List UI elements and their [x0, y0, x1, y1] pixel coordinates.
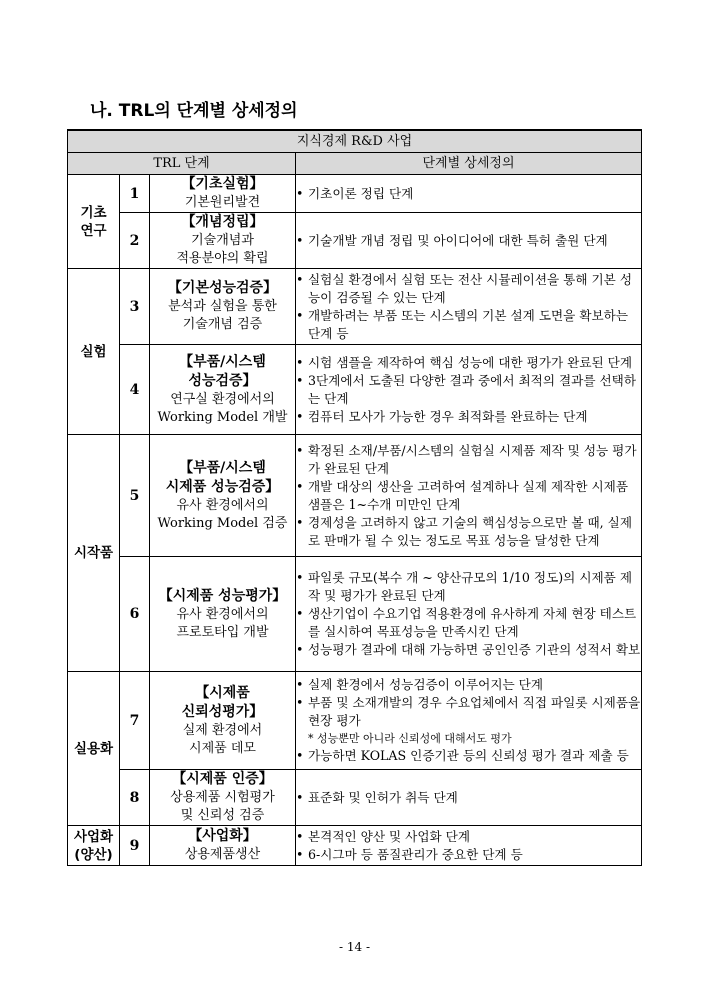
- col-header-stage: TRL 단계: [68, 153, 296, 175]
- detail-item: [296, 372, 641, 408]
- detail-item: [296, 478, 641, 514]
- stage-name-cell: [150, 213, 296, 269]
- detail-text: 실험실 환경에서 실험 또는 전산 시뮬레이션을 통해 기본 성능이 검증될 수 있는 단계: [308, 271, 632, 305]
- stage-description: 유사 환경에서의 Working Model 검증: [157, 497, 288, 531]
- stage-title: 【시제품 성능평가】: [158, 587, 287, 604]
- table-row: [68, 435, 642, 557]
- detail-item: [296, 354, 641, 372]
- trl-definition-table: [67, 129, 642, 866]
- detail-item: [296, 271, 641, 307]
- section-heading: 나. TRL의 단계별 상세정의: [90, 101, 298, 121]
- bullet-mark: •: [296, 748, 304, 763]
- detail-item: [296, 828, 641, 846]
- stage-title: 【부품/시스템 성능검증】: [179, 353, 266, 389]
- stage-title: 【부품/시스템 시제품 성능검증】: [165, 459, 280, 495]
- bullet-mark: •: [296, 846, 304, 862]
- detail-text: 3단계에서 도출된 다양한 결과 중에서 최적의 결과를 선택하는 단계: [308, 372, 637, 406]
- stage-description: 상용제품 시험평가 및 신뢰성 검증: [170, 790, 275, 823]
- bullet-mark: •: [296, 354, 304, 370]
- stage-detail-cell: [296, 175, 642, 213]
- category-cell: 실험: [68, 269, 120, 435]
- stage-number: 2: [120, 213, 150, 269]
- stage-detail-cell: [296, 770, 642, 826]
- stage-title: 【기초실험】: [181, 176, 264, 192]
- detail-text: 컴퓨터 모사가 가능한 경우 최적화를 완료하는 단계: [308, 408, 588, 424]
- stage-detail-cell: [296, 826, 642, 866]
- table-row: [68, 557, 642, 672]
- stage-number: 9: [120, 826, 150, 866]
- detail-text: 6-시그마 등 품질관리가 중요한 단계 등: [308, 846, 523, 862]
- detail-text: 생산기업이 수요기업 적용환경에 유사하게 자체 현장 테스트를 실시하여 목표성능을 만족시킨 단계: [308, 606, 637, 639]
- detail-item: [296, 747, 641, 765]
- table-row: [68, 672, 642, 770]
- bullet-mark: •: [296, 695, 304, 710]
- stage-description: 분석과 실험을 통한 기술개념 검증: [168, 299, 277, 332]
- stage-name-cell: [150, 345, 296, 435]
- bullet-mark: •: [296, 677, 304, 692]
- stage-detail-cell: [296, 557, 642, 672]
- detail-text: 부품 및 소재개발의 경우 수요업체에서 직접 파일롯 시제품을 현장 평가: [308, 695, 641, 728]
- bullet-mark: •: [296, 514, 304, 530]
- detail-item: [296, 185, 641, 203]
- detail-text: 시험 샘플을 제작하여 핵심 성능에 대한 평가가 완료된 단계: [308, 354, 632, 370]
- detail-text: 개발 대상의 생산을 고려하여 설계하나 실제 제작한 시제품 샘플은 1~수개 미만인 단계: [308, 478, 628, 512]
- stage-detail-cell: [296, 672, 642, 770]
- bullet-mark: •: [296, 442, 304, 458]
- stage-name-cell: [150, 435, 296, 557]
- stage-number: 1: [120, 175, 150, 213]
- main-header: 지식경제 R&D 사업: [68, 130, 642, 153]
- detail-item: [296, 846, 641, 864]
- bullet-mark: •: [296, 307, 304, 323]
- stage-description: 실제 환경에서 시제품 데모: [182, 722, 263, 756]
- detail-item: [296, 641, 641, 659]
- category-cell: 시작품: [68, 435, 120, 672]
- detail-item: [296, 514, 641, 550]
- detail-item: [296, 307, 641, 343]
- stage-detail-cell: [296, 345, 642, 435]
- table-row: [68, 213, 642, 269]
- stage-detail-cell: [296, 213, 642, 269]
- category-cell: 기초 연구: [68, 175, 120, 269]
- bullet-mark: •: [296, 232, 304, 248]
- bullet-mark: •: [296, 478, 304, 494]
- detail-note: * 성능뿐만 아니라 신뢰성에 대해서도 평가: [308, 732, 512, 745]
- detail-text: 기초이론 정립 단계: [308, 185, 414, 201]
- table-row: [68, 770, 642, 826]
- detail-item: [296, 676, 641, 694]
- detail-text: 확정된 소재/부품/시스템의 실험실 시제품 제작 및 성능 평가가 완료된 단계: [308, 442, 637, 476]
- bullet-mark: •: [296, 789, 304, 805]
- detail-text: 성능평가 결과에 대해 가능하면 공인인증 기관의 성적서 확보: [308, 642, 641, 657]
- stage-name-cell: [150, 770, 296, 826]
- bullet-mark: •: [296, 606, 304, 621]
- detail-text: 실제 환경에서 성능검증이 이루어지는 단계: [308, 677, 543, 692]
- stage-detail-cell: [296, 435, 642, 557]
- stage-description: 연구실 환경에서의 Working Model 개발: [157, 391, 288, 425]
- stage-title: 【사업화】: [188, 828, 257, 844]
- detail-item: [296, 408, 641, 426]
- detail-text: 기술개발 개념 정립 및 아이디어에 대한 특허 출원 단계: [308, 232, 608, 248]
- stage-title: 【시제품 인증】: [172, 771, 273, 787]
- detail-item: [296, 442, 641, 478]
- bullet-mark: •: [296, 271, 304, 287]
- detail-item: [296, 605, 641, 641]
- stage-name-cell: [150, 672, 296, 770]
- detail-item: [296, 694, 641, 730]
- detail-item: [296, 232, 641, 250]
- stage-name-cell: [150, 826, 296, 866]
- detail-text: 표준화 및 인허가 취득 단계: [308, 789, 458, 805]
- stage-name-cell: [150, 269, 296, 345]
- bullet-mark: •: [296, 185, 304, 201]
- detail-text: 파일롯 규모(복수 개 ~ 양산규모의 1/10 정도)의 시제품 제작 및 평가가 완료된 단계: [308, 570, 632, 603]
- page-number: - 14 -: [338, 940, 370, 954]
- detail-text: 본격적인 양산 및 사업화 단계: [308, 828, 470, 844]
- table-row: [68, 826, 642, 866]
- table-row: [68, 345, 642, 435]
- detail-text: 개발하려는 부품 또는 시스템의 기본 설계 도면을 확보하는 단계 등: [308, 307, 628, 341]
- stage-number: 6: [120, 557, 150, 672]
- detail-text: 경제성을 고려하지 않고 기술의 핵심성능으로만 볼 때, 실제로 판매가 될 수 있는 정도로 목표 성능을 달성한 단계: [308, 514, 632, 548]
- stage-name-cell: [150, 175, 296, 213]
- bullet-mark: •: [296, 408, 304, 424]
- stage-number: 5: [120, 435, 150, 557]
- stage-title: 【개념정립】: [181, 214, 264, 230]
- detail-item: [296, 789, 641, 807]
- stage-description: 기본원리발견: [184, 195, 261, 210]
- col-header-detail: 단계별 상세정의: [296, 153, 642, 175]
- stage-title: 【기본성능검증】: [167, 280, 278, 296]
- stage-description: 기술개념과 적용분야의 확립: [176, 233, 269, 266]
- table-main-header-row: [68, 130, 642, 153]
- bullet-mark: •: [296, 570, 304, 585]
- stage-number: 3: [120, 269, 150, 345]
- stage-title: 【시제품 신뢰성평가】: [181, 684, 264, 720]
- bullet-mark: •: [296, 828, 304, 844]
- stage-description: 유사 환경에서의 프로토타입 개발: [176, 606, 269, 640]
- stage-number: 8: [120, 770, 150, 826]
- bullet-mark: •: [296, 642, 304, 657]
- bullet-mark: •: [296, 372, 304, 388]
- stage-name-cell: [150, 557, 296, 672]
- stage-number: 4: [120, 345, 150, 435]
- stage-number: 7: [120, 672, 150, 770]
- category-cell: 사업화 (양산): [68, 826, 120, 866]
- stage-description: 상용제품생산: [184, 847, 261, 862]
- table-row: [68, 269, 642, 345]
- table-column-header-row: [68, 153, 642, 175]
- category-cell: 실용화: [68, 672, 120, 826]
- table-row: [68, 175, 642, 213]
- stage-detail-cell: [296, 269, 642, 345]
- detail-item: [296, 569, 641, 605]
- detail-text: 가능하면 KOLAS 인증기관 등의 신뢰성 평가 결과 제출 등: [308, 748, 629, 763]
